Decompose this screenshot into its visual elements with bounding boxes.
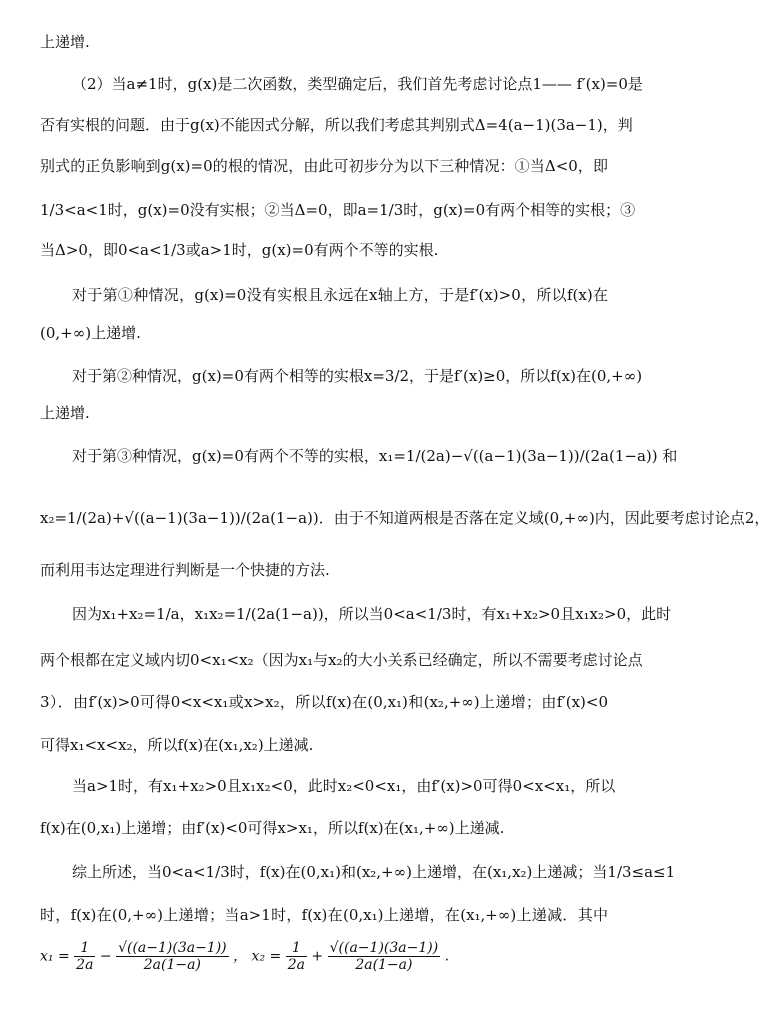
x2-label: x₂ = bbox=[251, 948, 282, 965]
frac-num: 1 bbox=[286, 940, 307, 957]
text-line-3: 否有实根的问题．由于g(x)不能因式分解，所以我们考虑其判别式Δ=4(a−1)(3a−1)，判 bbox=[40, 116, 633, 134]
text-line-15: 两个根都在定义域内切0<x₁<x₂（因为x₁与x₂的大小关系已经确定，所以不需要考虑讨论点 bbox=[40, 651, 643, 669]
text-line-20: 综上所述，当0<a<1/3时，f(x)在(0,x₁)和(x₂,+∞)上递增，在(x₁,x₂)上递减；当1/3≤a≤1 bbox=[72, 863, 676, 881]
root-formulas bbox=[40, 940, 449, 973]
fraction-sqrt-b bbox=[328, 940, 441, 973]
text-line-5: 1/3<a<1时，g(x)=0没有实根；②当Δ=0，即a=1/3时，g(x)=0有两个相等的实根；③ bbox=[40, 201, 636, 219]
fraction-1-over-2a-b bbox=[286, 940, 307, 973]
frac-num: 1 bbox=[74, 940, 95, 957]
text-line-14: 因为x₁+x₂=1/a，x₁x₂=1/(2a(1−a))，所以当0<a<1/3时，有x₁+x₂>0且x₁x₂>0，此时 bbox=[72, 605, 672, 623]
text-line-18: 当a>1时，有x₁+x₂>0且x₁x₂<0，此时x₂<0<x₁，由f′(x)>0可得0<x<x₁，所以 bbox=[72, 777, 616, 795]
text-line-21: 时，f(x)在(0,+∞)上递增；当a>1时，f(x)在(0,x₁)上递增，在(x₁,+∞)上递减．其中 bbox=[40, 906, 608, 924]
text-line-13: 而利用韦达定理进行判断是一个快捷的方法. bbox=[40, 561, 330, 579]
text-line-11: 对于第③种情况，g(x)=0有两个不等的实根，x₁=1/(2a)−√((a−1)(3a−1))/(2a(1−a)) 和 bbox=[72, 447, 678, 465]
text-line-12: x₂=1/(2a)+√((a−1)(3a−1))/(2a(1−a))．由于不知道两根是否落在定义域(0,+∞)内，因此要考虑讨论点2， bbox=[40, 509, 769, 527]
text-line-6: 当Δ>0，即0<a<1/3或a>1时，g(x)=0有两个不等的实根. bbox=[40, 241, 439, 259]
fraction-1-over-2a bbox=[74, 940, 95, 973]
frac-den: 2a bbox=[76, 957, 94, 973]
frac-den: 2a bbox=[287, 957, 305, 973]
frac-den: 2a(1−a) bbox=[143, 957, 201, 973]
minus-sign: − bbox=[99, 948, 112, 965]
text-line-4: 别式的正负影响到g(x)=0的根的情况，由此可初步分为以下三种情况：①当Δ<0，即 bbox=[40, 157, 608, 175]
text-line-1: 上递增. bbox=[40, 33, 90, 51]
period: . bbox=[444, 948, 450, 965]
frac-num: √((a−1)(3a−1)) bbox=[329, 940, 439, 956]
plus-sign: + bbox=[311, 948, 324, 965]
separator: ， bbox=[233, 948, 248, 965]
text-line-10: 上递增. bbox=[40, 404, 90, 422]
text-line-9: 对于第②种情况，g(x)=0有两个相等的实根x=3/2，于是f′(x)≥0，所以f(x)在(0,+∞) bbox=[72, 367, 643, 385]
x1-label: x₁ = bbox=[40, 948, 70, 965]
text-line-16: 3）．由f′(x)>0可得0<x<x₁或x>x₂，所以f(x)在(0,x₁)和(x₂,+∞)上递增；由f′(x)<0 bbox=[40, 693, 608, 711]
frac-den: 2a(1−a) bbox=[355, 957, 413, 973]
text-line-7: 对于第①种情况，g(x)=0没有实根且永远在x轴上方，于是f′(x)>0，所以f(x)在 bbox=[72, 286, 608, 304]
frac-num: √((a−1)(3a−1)) bbox=[118, 940, 227, 956]
text-line-19: f(x)在(0,x₁)上递增；由f′(x)<0可得x>x₁，所以f(x)在(x₁,+∞)上递减. bbox=[40, 819, 505, 837]
text-line-8: (0,+∞)上递增. bbox=[40, 324, 141, 342]
text-line-2: （2）当a≠1时，g(x)是二次函数，类型确定后，我们首先考虑讨论点1—— f′(x)=0是 bbox=[72, 75, 643, 93]
text-line-17: 可得x₁<x<x₂，所以f(x)在(x₁,x₂)上递减. bbox=[40, 736, 314, 754]
fraction-sqrt bbox=[116, 940, 229, 973]
